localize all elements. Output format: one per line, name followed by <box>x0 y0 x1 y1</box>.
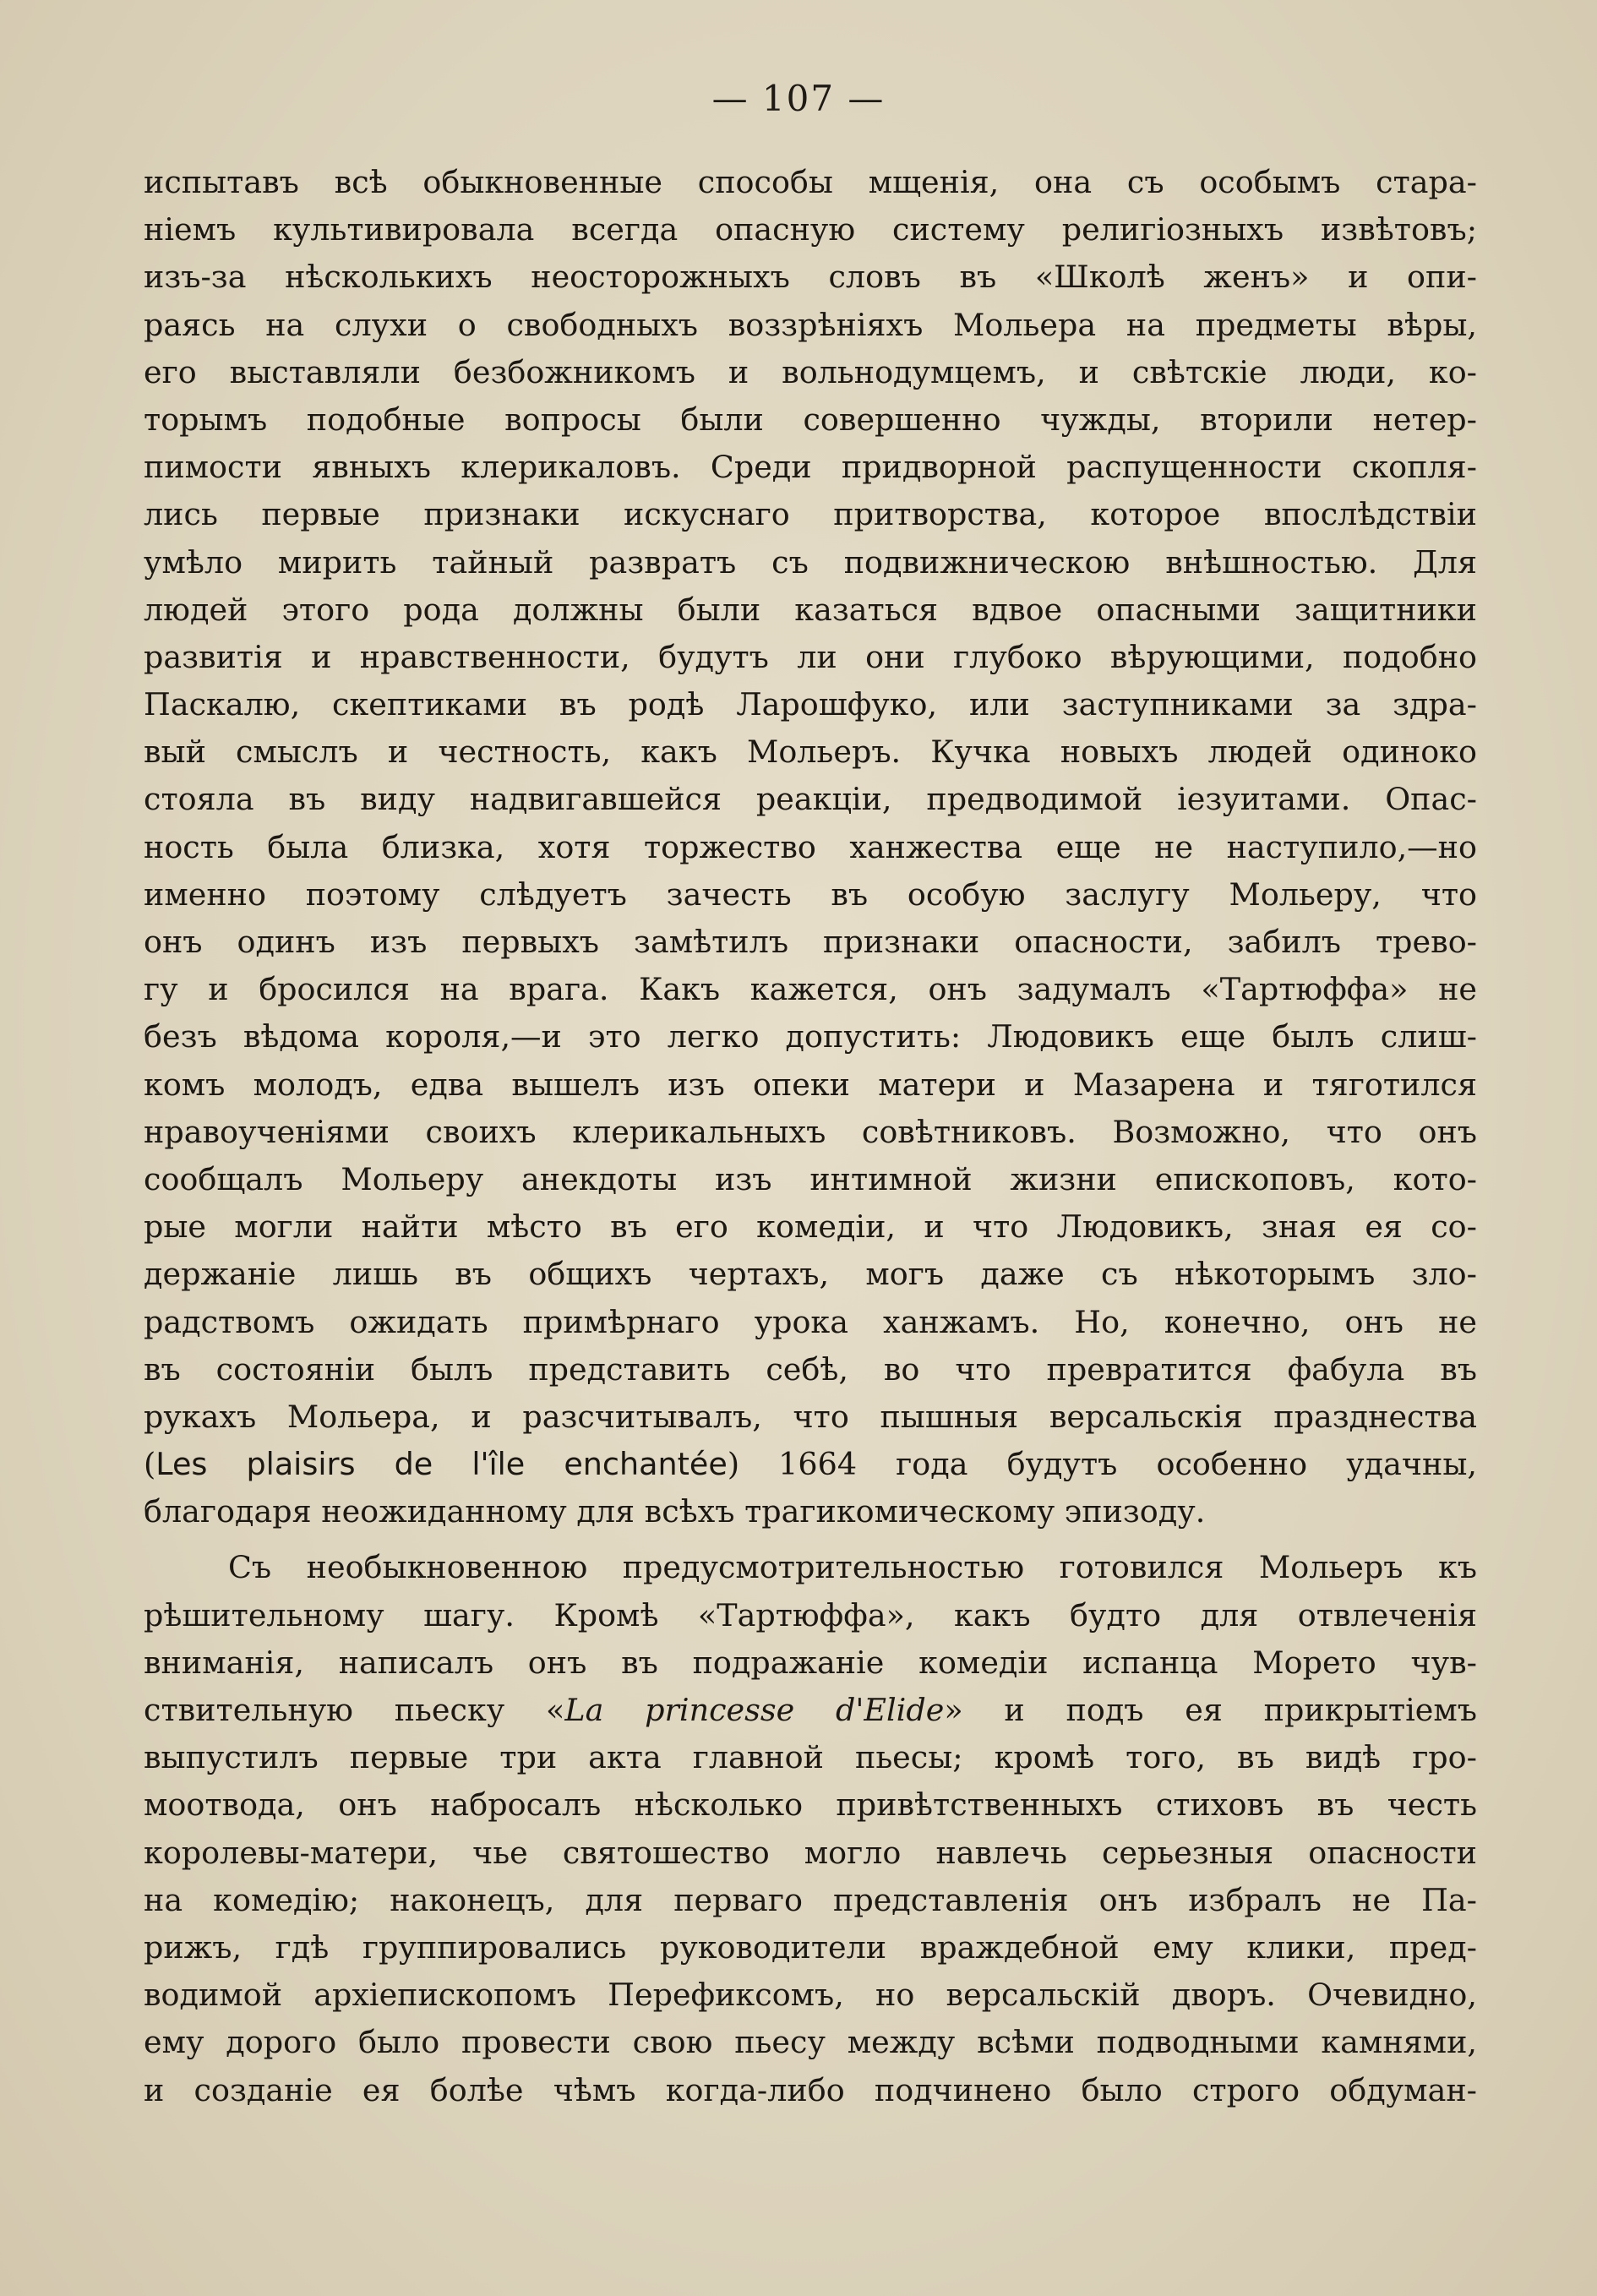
text-line: на комедію; наконецъ, для перваго представленія онъ избралъ не Па- <box>144 1881 1477 1918</box>
text-line: благодаря неожиданному для всѣхъ трагикомическому эпизоду. <box>144 1493 1206 1530</box>
princesse-after: » и подъ ея прикрытіемъ <box>944 1692 1477 1728</box>
text-line: радствомъ ожидать примѣрнаго урока ханжамъ. Но, конечно, онъ не <box>144 1303 1477 1340</box>
text-line: изъ-за нѣсколькихъ неосторожныхъ словъ въ «Школѣ женъ» и опи- <box>144 259 1477 296</box>
text-line: въ состояніи былъ представить себѣ, во что превратится фабула въ <box>144 1350 1477 1388</box>
text-line: моотвода, онъ набросалъ нѣсколько привѣтственныхъ стиховъ въ честь <box>144 1786 1477 1824</box>
text-line: торымъ подобные вопросы были совершенно чужды, вторили нетер- <box>144 401 1477 438</box>
text-line: королевы-матери, чье святошество могло навлечь серьезныя опасности <box>144 1834 1477 1871</box>
text-line: нравоученіями своихъ клерикальныхъ совѣтниковъ. Возможно, что онъ <box>144 1113 1477 1150</box>
text-line: ему дорого было провести свою пьесу между всѣми подводными камнями, <box>144 2024 1477 2061</box>
title-plaisirs: Les plaisirs de l'île enchantée <box>155 1446 728 1483</box>
princesse-before: ствительную пьеску « <box>144 1692 565 1728</box>
plaisirs-rest: ) 1664 года будутъ особенно удачны, <box>727 1446 1478 1483</box>
text-line: вый смыслъ и честность, какъ Мольеръ. Кучка новыхъ людей одиноко <box>144 734 1477 771</box>
text-line: гу и бросился на врага. Какъ кажется, онъ задумалъ «Тартюффа» не <box>144 971 1477 1008</box>
text-line: держаніе лишь въ общихъ чертахъ, могъ даже съ нѣкоторымъ зло- <box>144 1256 1477 1293</box>
text-line-princesse <box>144 1687 1477 1734</box>
text-line: развитія и нравственности, будутъ ли они глубоко вѣрующими, подобно <box>144 638 1477 675</box>
text-line: выпустилъ первые три акта главной пьесы; кромѣ того, въ видѣ гро- <box>144 1739 1477 1776</box>
text-line: рукахъ Мольера, и разсчитывалъ, что пышныя версальскія празднества <box>144 1398 1477 1435</box>
text-line: и созданіе ея болѣе чѣмъ когда-либо подчинено было строго обдуман- <box>144 2071 1477 2108</box>
text-line: ніемъ культивировала всегда опасную систему религіозныхъ извѣтовъ; <box>144 211 1477 248</box>
text-line: раясь на слухи о свободныхъ воззрѣніяхъ Мольера на предметы вѣры, <box>144 306 1477 343</box>
text-line: людей этого рода должны были казаться вдвое опасными защитники <box>144 591 1477 628</box>
text-line: Съ необыкновенною предусмотрительностью готовился Мольеръ къ <box>228 1549 1477 1586</box>
text-line: именно поэтому слѣдуетъ зачесть въ особую заслугу Мольеру, что <box>144 875 1477 913</box>
text-line: стояла въ виду надвигавшейся реакціи, предводимой іезуитами. Опас- <box>144 781 1477 818</box>
text-line: лись первые признаки искуснаго притворства, которое впослѣдствіи <box>144 496 1477 533</box>
text-line: рижъ, гдѣ группировались руководители враждебной ему клики, пред- <box>144 1928 1477 1966</box>
body-text <box>144 159 1477 2114</box>
text-line: вниманія, написалъ онъ въ подражаніе комедіи испанца Морето чув- <box>144 1644 1477 1681</box>
text-line: онъ одинъ изъ первыхъ замѣтилъ признаки опасности, забилъ трево- <box>144 924 1477 960</box>
text-line: рѣшительному шагу. Кромѣ «Тартюффа», какъ будто для отвлеченія <box>144 1596 1477 1633</box>
text-line: его выставляли безбожникомъ и вольнодумцемъ, и свѣтскіе люди, ко- <box>144 353 1477 390</box>
text-line: умѣло мирить тайный развратъ съ подвижническою внѣшностью. Для <box>144 543 1477 581</box>
text-line: сообщалъ Мольеру анекдоты изъ интимной жизни епископовъ, кото- <box>144 1160 1477 1197</box>
text-line-plaisirs <box>144 1441 1477 1488</box>
text-line: ность была близка, хотя торжество ханжества еще не наступило,—но <box>144 828 1477 865</box>
text-line: водимой архіепископомъ Перефиксомъ, но версальскій дворъ. Очевидно, <box>144 1977 1477 2014</box>
text-line: рые могли найти мѣсто въ его комедіи, и что Людовикъ, зная ея со- <box>144 1208 1477 1246</box>
text-line: испытавъ всѣ обыкновенные способы мщенія, она съ особымъ стара- <box>144 164 1477 200</box>
text-line: комъ молодъ, едва вышелъ изъ опеки матери и Мазарена и тяготился <box>144 1066 1477 1103</box>
text-line: Паскалю, скептиками въ родѣ Ларошфуко, или заступниками за здра- <box>144 686 1477 723</box>
page-number: — 107 — <box>711 78 886 119</box>
paren-open: ( <box>144 1446 156 1483</box>
text-line: пимости явныхъ клерикаловъ. Среди придворной распущенности скопля- <box>144 449 1477 486</box>
title-princesse: La princesse d'Elide <box>564 1692 945 1728</box>
text-line: безъ вѣдома короля,—и это легко допустить: Людовикъ еще былъ слиш- <box>144 1018 1477 1055</box>
